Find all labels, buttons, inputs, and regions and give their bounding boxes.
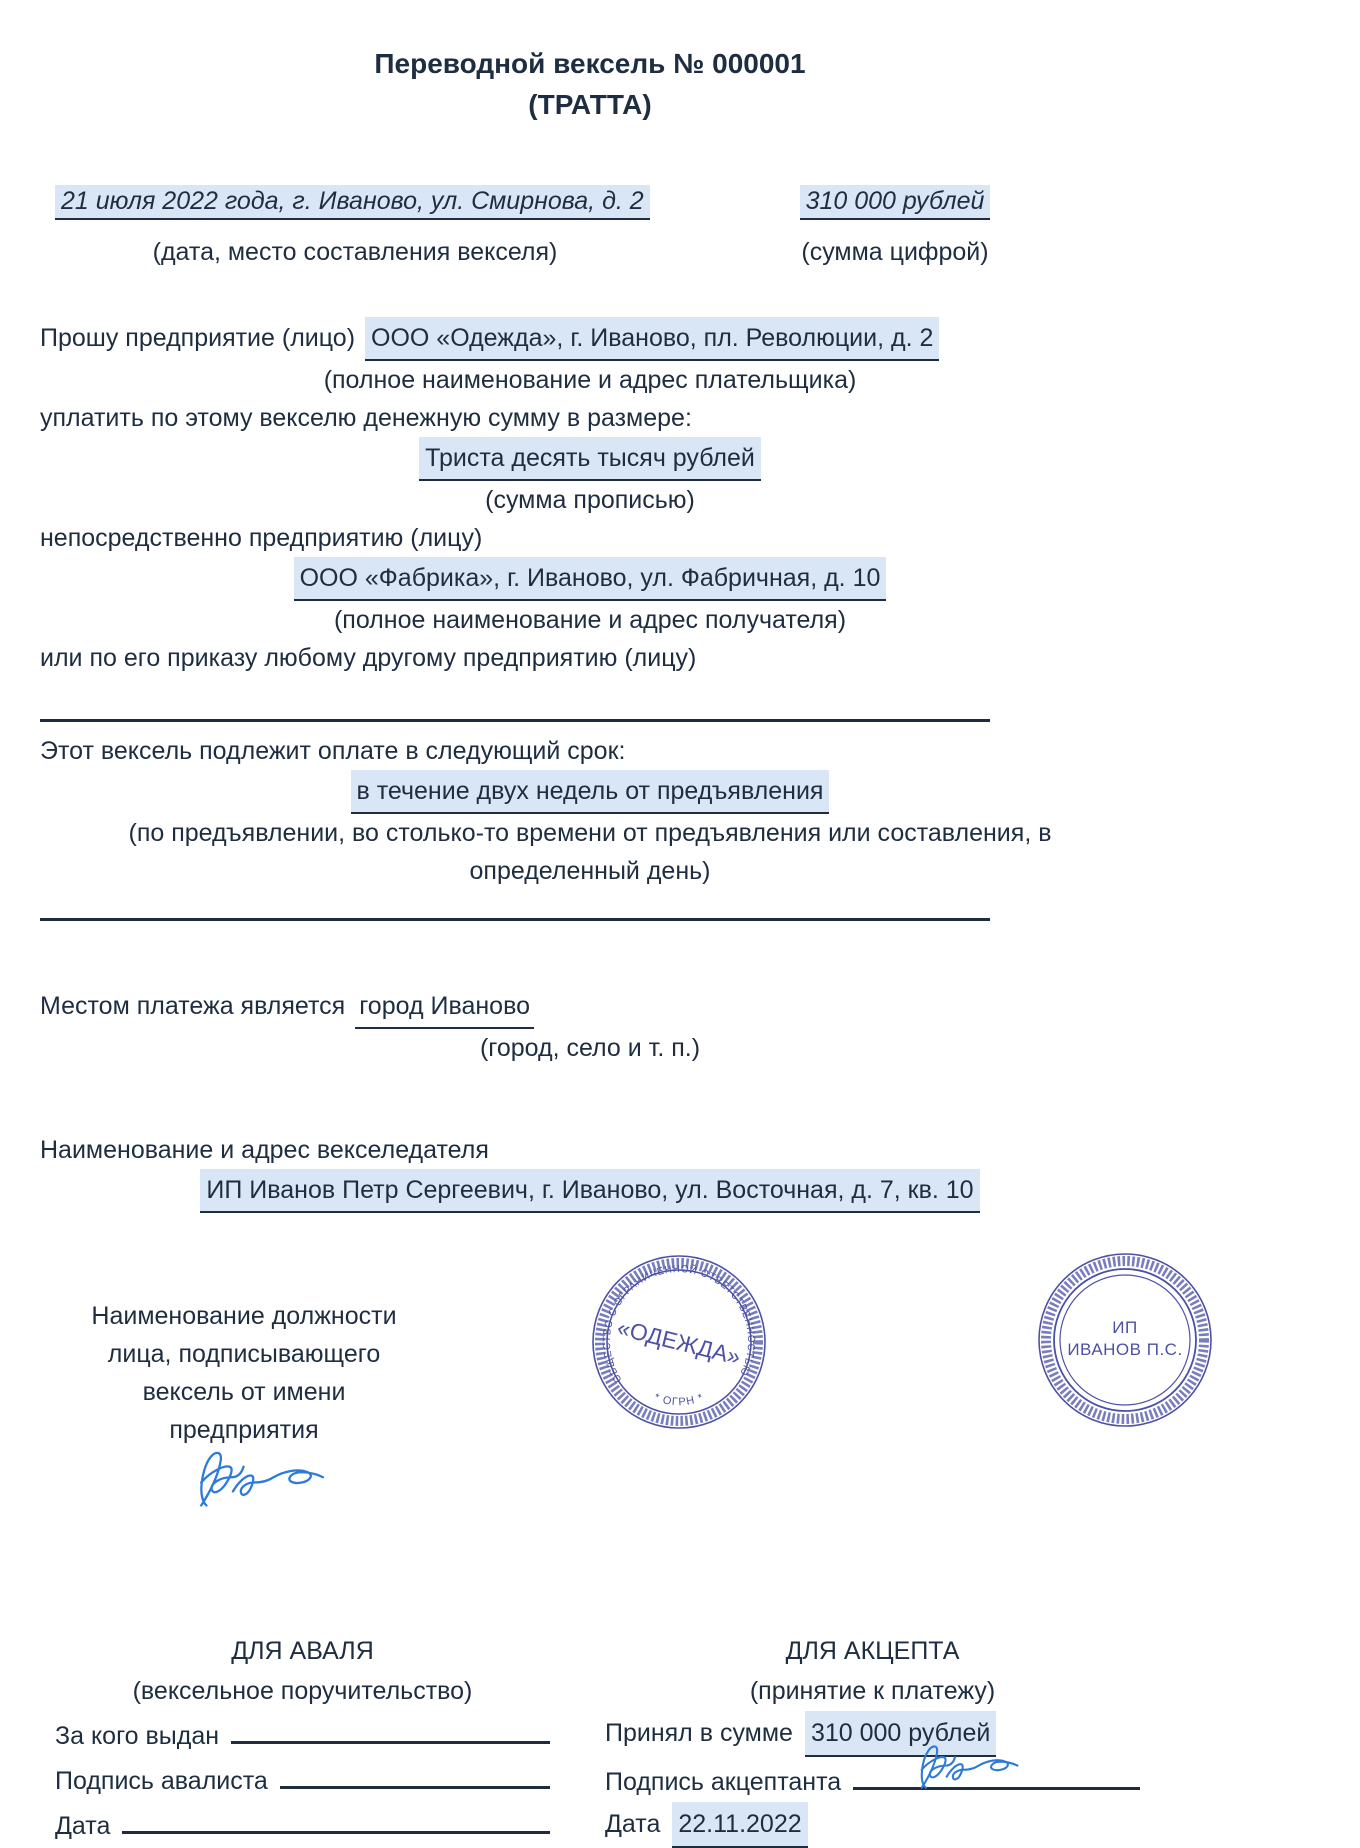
amount-digits-caption: (сумма цифрой) [801, 238, 989, 267]
drawer-field[interactable]: ИП Иванов Петр Сергеевич, г. Иваново, ул. Восточная, д. 7, кв. 10 [200, 1169, 979, 1213]
place-caption: (город, село и т. п.) [479, 1034, 701, 1063]
accept-signature-blank[interactable] [853, 1757, 1140, 1790]
acceptor-signature [905, 1739, 1023, 1795]
term-field[interactable]: в течение двух недель от предъявления [351, 770, 830, 814]
aval-accept-section [40, 1631, 1140, 1848]
blank-endorse-line[interactable] [40, 719, 990, 722]
aval-issued-for-blank[interactable] [231, 1711, 550, 1744]
term-caption: (по предъявлении, во столько-то времени от предъявления или составления, в определенный день) [128, 819, 1052, 886]
accept-amount-field[interactable]: 310 000 рублей [805, 1711, 996, 1757]
entrepreneur-seal-line2: ИВАНОВ П.С. [1067, 1340, 1183, 1360]
document-title-line2: (ТРАТТА) [528, 88, 652, 120]
amount-words-caption: (сумма прописью) [485, 486, 695, 515]
accept-block [605, 1631, 1140, 1848]
term-label: Этот вексель подлежит оплате в следующий срок: [40, 737, 626, 766]
drawer-label: Наименование и адрес векселедателя [40, 1136, 489, 1165]
accept-date-label: Дата [605, 1810, 661, 1839]
drawer-signature [180, 1443, 330, 1522]
payee-caption: (полное наименование и адрес получателя) [333, 606, 847, 635]
date-place-field[interactable]: 21 июля 2022 года, г. Иваново, ул. Смирнова, д. 2 [55, 185, 650, 220]
seal-and-signature-area [40, 1251, 1183, 1523]
amount-digits-field[interactable]: 310 000 рублей [800, 185, 991, 220]
place-line [40, 987, 1140, 1029]
aval-block [40, 1631, 550, 1848]
payer-caption: (полное наименование и адрес плательщика) [323, 366, 857, 395]
entrepreneur-seal-line1: ИП [1112, 1318, 1138, 1338]
aval-date-label: Дата [55, 1812, 111, 1841]
aval-date-blank[interactable] [122, 1801, 550, 1834]
amount-words-field[interactable]: Триста десять тысяч рублей [419, 437, 761, 481]
company-seal-stamp [590, 1253, 768, 1438]
accept-title: ДЛЯ АКЦЕПТА [785, 1637, 960, 1666]
direct-to-line: непосредственно предприятию (лицу) [40, 524, 483, 553]
entrepreneur-seal-stamp [1036, 1251, 1214, 1436]
accept-subtitle: (принятие к платежу) [749, 1677, 996, 1706]
aval-subtitle: (вексельное поручительство) [132, 1677, 473, 1706]
svg-text:* ОГРН * [652, 1392, 705, 1409]
aval-signature-label: Подпись авалиста [55, 1767, 268, 1796]
place-field[interactable]: город Иваново [355, 987, 534, 1029]
date-place-caption: (дата, место составления векселя) [152, 238, 558, 267]
aval-title: ДЛЯ АВАЛЯ [231, 1637, 374, 1666]
signer-position-caption: Наименование должности лица, подписывающего вексель от имени предприятия [91, 1302, 397, 1445]
company-seal-center-text: «ОДЕЖДА» [614, 1314, 744, 1371]
issue-row [40, 185, 1140, 220]
order-clause: или по его приказу любому другому предприятию (лицу) [40, 644, 697, 673]
accept-signature-label: Подпись акцептанта [605, 1768, 842, 1797]
aval-signature-blank[interactable] [280, 1756, 550, 1789]
request-line [40, 317, 1140, 361]
company-seal-ogrn-text: * ОГРН * [652, 1391, 706, 1409]
request-prefix: Прошу предприятие (лицо) [40, 324, 356, 353]
aval-issued-for-label: За кого выдан [55, 1722, 220, 1751]
document-title [40, 44, 1140, 125]
document-title-line1: Переводной вексель № 000001 [374, 48, 806, 79]
accept-amount-label: Принял в сумме [605, 1719, 793, 1748]
place-prefix: Местом платежа является [40, 992, 346, 1021]
payee-field[interactable]: ООО «Фабрика», г. Иваново, ул. Фабричная, д. 10 [294, 557, 887, 601]
accept-date-field[interactable]: 22.11.2022 [672, 1802, 807, 1848]
payer-field[interactable]: ООО «Одежда», г. Иваново, пл. Революции, д. 2 [365, 317, 939, 361]
blank-term-line[interactable] [40, 918, 990, 921]
issue-captions [40, 238, 1140, 267]
pay-instruction: уплатить по этому векселю денежную сумму в размере: [40, 404, 692, 433]
company-seal-ring-text: ОБЩЕСТВО С ОГРАНИЧЕННОЙ ОТВЕТСТВЕННОСТЬЮ [600, 1263, 758, 1385]
